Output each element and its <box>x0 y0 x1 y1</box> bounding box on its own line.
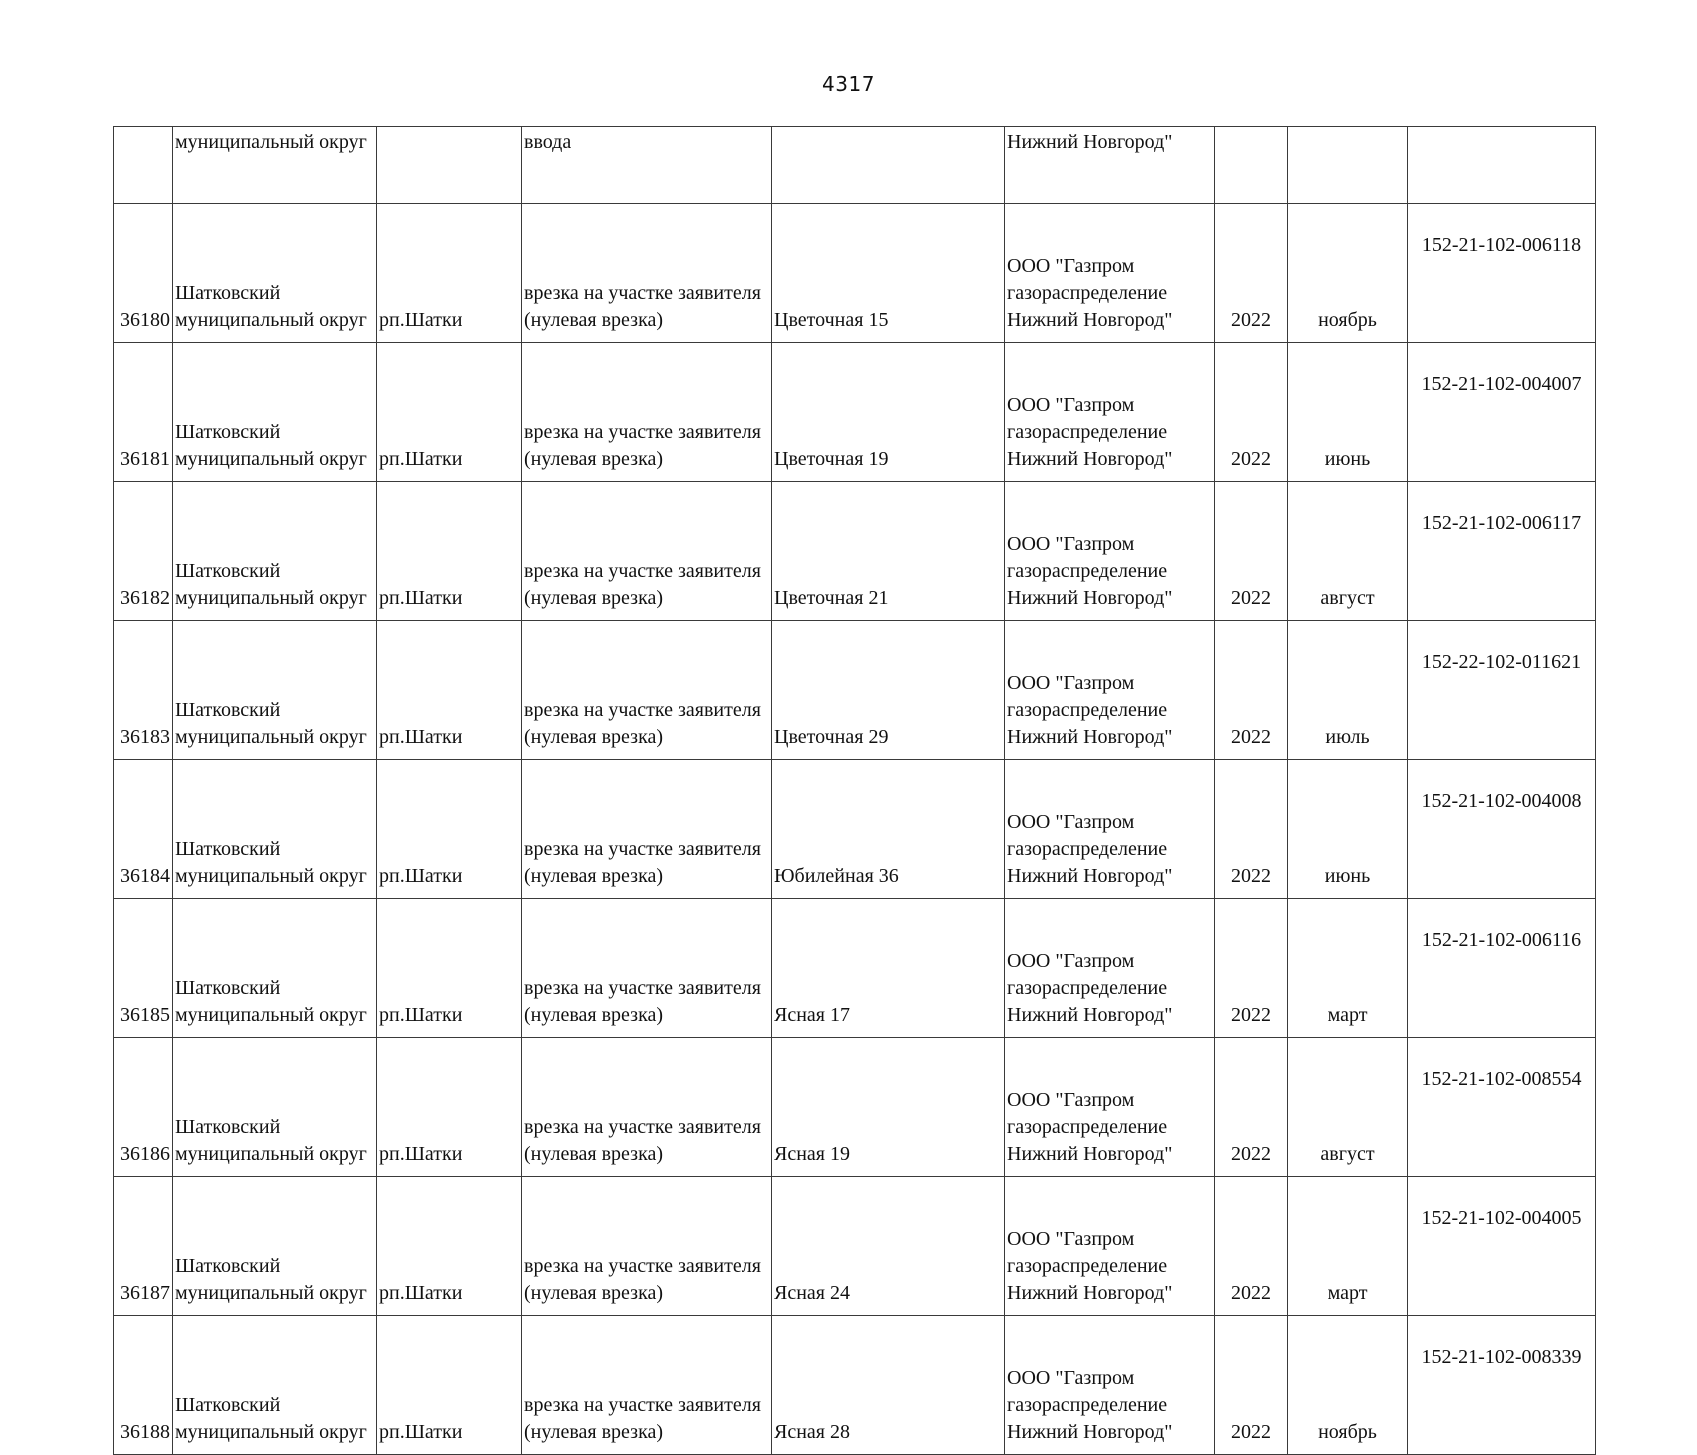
cell-organization <box>1005 1316 1215 1455</box>
address-text: Ясная 17 <box>774 1004 850 1026</box>
row-number: 36180 <box>120 309 170 331</box>
org-line-2: газораспределение <box>1007 1394 1168 1416</box>
cell-application-code <box>1408 1038 1596 1177</box>
org-line-1: ООО "Газпром <box>1007 1089 1135 1111</box>
org-line-2: газораспределение <box>1007 421 1168 443</box>
connection-line-2: (нулевая врезка) <box>524 1143 664 1165</box>
connection-line-1: врезка на участке заявителя <box>524 977 761 999</box>
address-text: Цветочная 19 <box>774 448 889 470</box>
cell-district <box>173 343 377 482</box>
cell-number <box>114 760 173 899</box>
cell-application-code <box>1408 1316 1596 1455</box>
org-line-3: Нижний Новгород" <box>1007 865 1173 887</box>
cell-number <box>114 899 173 1038</box>
application-code-text: 152-21-102-006117 <box>1421 512 1582 534</box>
district-line-1: Шатковский <box>175 1116 281 1138</box>
cell-month <box>1288 899 1408 1038</box>
cell-locality <box>377 1177 522 1316</box>
cell-locality <box>377 1316 522 1455</box>
connection-line-2: (нулевая врезка) <box>524 865 664 887</box>
cell-district <box>173 482 377 621</box>
cell-address <box>772 1177 1005 1316</box>
cell-connection-type <box>522 1177 772 1316</box>
cell-locality <box>377 482 522 621</box>
cell-month <box>1288 621 1408 760</box>
address-text: Юбилейная 36 <box>774 865 899 887</box>
application-code-text: 152-21-102-004005 <box>1421 1207 1582 1229</box>
row-number: 36181 <box>120 448 170 470</box>
cell-address <box>772 1316 1005 1455</box>
cell-year <box>1215 343 1288 482</box>
org-line-3: Нижний Новгород" <box>1007 309 1173 331</box>
cell-address <box>772 482 1005 621</box>
address-text: Ясная 28 <box>774 1421 850 1443</box>
month-text: ноябрь <box>1318 1421 1377 1443</box>
cell-connection-type <box>522 760 772 899</box>
cell-address <box>772 621 1005 760</box>
cell-month <box>1288 1316 1408 1455</box>
row-number: 36188 <box>120 1421 170 1443</box>
cell-address <box>772 760 1005 899</box>
cell-organization <box>1005 204 1215 343</box>
table-row <box>114 1038 1596 1177</box>
cell-month <box>1288 343 1408 482</box>
table-row <box>114 343 1596 482</box>
year-text: 2022 <box>1231 865 1271 887</box>
application-code-text: 152-21-102-006116 <box>1421 929 1582 951</box>
month-text: август <box>1320 1143 1375 1165</box>
cell-organization <box>1005 621 1215 760</box>
locality-text: рп.Шатки <box>379 865 463 887</box>
table-body <box>114 127 1596 1455</box>
cell-connection-type <box>522 1038 772 1177</box>
connection-line-2: (нулевая врезка) <box>524 1282 664 1304</box>
cell-application-code <box>1408 899 1596 1038</box>
cell-connection-type <box>522 621 772 760</box>
row-number: 36183 <box>120 726 170 748</box>
cell-organization <box>1005 1038 1215 1177</box>
application-code-text: 152-21-102-004007 <box>1421 373 1582 395</box>
connection-line-2: (нулевая врезка) <box>524 309 664 331</box>
org-line-3: Нижний Новгород" <box>1007 587 1173 609</box>
cell-month <box>1288 1177 1408 1316</box>
cell-organization: Нижний Новгород" <box>1005 127 1215 204</box>
district-line-2: муниципальный округ <box>175 1143 367 1165</box>
org-line-3: Нижний Новгород" <box>1007 448 1173 470</box>
table-row <box>114 760 1596 899</box>
cell-locality <box>377 127 522 204</box>
locality-text: рп.Шатки <box>379 309 463 331</box>
connection-line-2: (нулевая врезка) <box>524 1004 664 1026</box>
cell-district <box>173 621 377 760</box>
cell-organization <box>1005 343 1215 482</box>
table-row <box>114 1177 1596 1316</box>
cell-district <box>173 899 377 1038</box>
cell-address <box>772 899 1005 1038</box>
cell-locality <box>377 621 522 760</box>
connection-line-2: (нулевая врезка) <box>524 1421 664 1443</box>
connection-line-1: врезка на участке заявителя <box>524 560 761 582</box>
continuation-row <box>114 127 1596 204</box>
district-line-2: муниципальный округ <box>175 726 367 748</box>
cell-connection-type <box>522 1316 772 1455</box>
cell-locality <box>377 1038 522 1177</box>
application-code-text: 152-21-102-004008 <box>1421 790 1582 812</box>
year-text: 2022 <box>1231 448 1271 470</box>
cell-connection-type: ввода <box>522 127 772 204</box>
org-line-1: ООО "Газпром <box>1007 1367 1135 1389</box>
connection-line-1: врезка на участке заявителя <box>524 421 761 443</box>
cell-month <box>1288 760 1408 899</box>
connection-line-1: врезка на участке заявителя <box>524 1394 761 1416</box>
month-text: июнь <box>1324 865 1371 887</box>
cell-address <box>772 204 1005 343</box>
org-line-2: газораспределение <box>1007 838 1168 860</box>
cell-month <box>1288 1038 1408 1177</box>
month-text: март <box>1327 1282 1368 1304</box>
district-line-1: Шатковский <box>175 699 281 721</box>
cell-district <box>173 760 377 899</box>
org-line-1: ООО "Газпром <box>1007 950 1135 972</box>
cell-year <box>1215 482 1288 621</box>
cell-address <box>772 1038 1005 1177</box>
cell-year <box>1215 899 1288 1038</box>
address-text: Цветочная 21 <box>774 587 889 609</box>
district-line-1: Шатковский <box>175 282 281 304</box>
cell-locality <box>377 343 522 482</box>
org-line-1: ООО "Газпром <box>1007 533 1135 555</box>
table-row <box>114 482 1596 621</box>
cell-locality <box>377 899 522 1038</box>
district-line-2: муниципальный округ <box>175 865 367 887</box>
address-text: Цветочная 15 <box>774 309 889 331</box>
connection-line-1: врезка на участке заявителя <box>524 699 761 721</box>
cell-number <box>114 1038 173 1177</box>
org-line-2: газораспределение <box>1007 1255 1168 1277</box>
month-text: март <box>1327 1004 1368 1026</box>
district-line-1: Шатковский <box>175 1394 281 1416</box>
cell-organization <box>1005 760 1215 899</box>
cell-connection-type <box>522 899 772 1038</box>
locality-text: рп.Шатки <box>379 726 463 748</box>
cell-month <box>1288 204 1408 343</box>
cell-district: муниципальный округ <box>173 127 377 204</box>
year-text: 2022 <box>1231 1421 1271 1443</box>
cell-number <box>114 1316 173 1455</box>
cell-year <box>1215 760 1288 899</box>
cell-application-code <box>1408 760 1596 899</box>
year-text: 2022 <box>1231 309 1271 331</box>
row-number: 36187 <box>120 1282 170 1304</box>
address-text: Цветочная 29 <box>774 726 889 748</box>
cell-connection-type <box>522 343 772 482</box>
cell-connection-type <box>522 482 772 621</box>
locality-text: рп.Шатки <box>379 587 463 609</box>
row-number: 36182 <box>120 587 170 609</box>
year-text: 2022 <box>1231 1004 1271 1026</box>
org-line-3: Нижний Новгород" <box>1007 1421 1173 1443</box>
cell-application-code <box>1408 343 1596 482</box>
month-text: июль <box>1325 726 1370 748</box>
district-line-1: Шатковский <box>175 977 281 999</box>
cell-locality <box>377 760 522 899</box>
cell-number <box>114 204 173 343</box>
connection-line-2: (нулевая врезка) <box>524 726 664 748</box>
year-text: 2022 <box>1231 587 1271 609</box>
connection-line-1: врезка на участке заявителя <box>524 1116 761 1138</box>
year-text: 2022 <box>1231 1143 1271 1165</box>
cell-district <box>173 204 377 343</box>
row-number: 36185 <box>120 1004 170 1026</box>
cell-organization <box>1005 482 1215 621</box>
org-line-3: Нижний Новгород" <box>1007 726 1173 748</box>
row-number: 36184 <box>120 865 170 887</box>
org-line-1: ООО "Газпром <box>1007 1228 1135 1250</box>
org-line-2: газораспределение <box>1007 282 1168 304</box>
application-code-text: 152-22-102-011621 <box>1421 651 1582 673</box>
org-line-1: ООО "Газпром <box>1007 255 1135 277</box>
cell-district <box>173 1038 377 1177</box>
table-row <box>114 899 1596 1038</box>
district-line-2: муниципальный округ <box>175 1004 367 1026</box>
cell-month <box>1288 127 1408 204</box>
locality-text: рп.Шатки <box>379 448 463 470</box>
cell-address <box>772 343 1005 482</box>
cell-locality <box>377 204 522 343</box>
cell-year <box>1215 621 1288 760</box>
district-line-1: Шатковский <box>175 560 281 582</box>
cell-number <box>114 343 173 482</box>
org-line-2: газораспределение <box>1007 699 1168 721</box>
cell-number <box>114 621 173 760</box>
row-number: 36186 <box>120 1143 170 1165</box>
cell-month <box>1288 482 1408 621</box>
application-code-text: 152-21-102-008554 <box>1421 1068 1582 1090</box>
district-line-1: Шатковский <box>175 838 281 860</box>
cell-year <box>1215 1177 1288 1316</box>
cell-number <box>114 127 173 204</box>
cell-application-code <box>1408 1177 1596 1316</box>
connection-line-2: (нулевая врезка) <box>524 448 664 470</box>
org-line-2: газораспределение <box>1007 1116 1168 1138</box>
district-line-1: Шатковский <box>175 421 281 443</box>
cell-year <box>1215 127 1288 204</box>
org-line-3: Нижний Новгород" <box>1007 1004 1173 1026</box>
month-text: август <box>1320 587 1375 609</box>
application-code-text: 152-21-102-008339 <box>1421 1346 1582 1368</box>
page-number: 4317 <box>822 72 875 96</box>
table-row <box>114 621 1596 760</box>
table-row <box>114 1316 1596 1455</box>
district-line-1: Шатковский <box>175 1255 281 1277</box>
cell-application-code <box>1408 204 1596 343</box>
cell-application-code <box>1408 621 1596 760</box>
district-line-2: муниципальный округ <box>175 1421 367 1443</box>
year-text: 2022 <box>1231 726 1271 748</box>
district-line-2: муниципальный округ <box>175 587 367 609</box>
application-code-text: 152-21-102-006118 <box>1421 234 1582 256</box>
cell-connection-type <box>522 204 772 343</box>
connection-line-1: врезка на участке заявителя <box>524 838 761 860</box>
district-line-2: муниципальный округ <box>175 448 367 470</box>
cell-number <box>114 482 173 621</box>
cell-address <box>772 127 1005 204</box>
locality-text: рп.Шатки <box>379 1282 463 1304</box>
gasification-register-table <box>113 126 1596 1455</box>
cell-district <box>173 1177 377 1316</box>
org-line-3: Нижний Новгород" <box>1007 1143 1173 1165</box>
cell-number <box>114 1177 173 1316</box>
connection-line-2: (нулевая врезка) <box>524 587 664 609</box>
month-text: июнь <box>1324 448 1371 470</box>
cell-year <box>1215 1038 1288 1177</box>
org-line-2: газораспределение <box>1007 977 1168 999</box>
org-line-1: ООО "Газпром <box>1007 394 1135 416</box>
locality-text: рп.Шатки <box>379 1143 463 1165</box>
org-line-3: Нижний Новгород" <box>1007 1282 1173 1304</box>
locality-text: рп.Шатки <box>379 1421 463 1443</box>
year-text: 2022 <box>1231 1282 1271 1304</box>
cell-organization <box>1005 1177 1215 1316</box>
address-text: Ясная 19 <box>774 1143 850 1165</box>
cell-year <box>1215 1316 1288 1455</box>
connection-line-1: врезка на участке заявителя <box>524 1255 761 1277</box>
month-text: ноябрь <box>1318 309 1377 331</box>
district-line-2: муниципальный округ <box>175 309 367 331</box>
cell-application-code <box>1408 127 1596 204</box>
district-line-2: муниципальный округ <box>175 1282 367 1304</box>
locality-text: рп.Шатки <box>379 1004 463 1026</box>
cell-organization <box>1005 899 1215 1038</box>
connection-line-1: врезка на участке заявителя <box>524 282 761 304</box>
address-text: Ясная 24 <box>774 1282 850 1304</box>
org-line-1: ООО "Газпром <box>1007 811 1135 833</box>
table-row <box>114 204 1596 343</box>
org-line-2: газораспределение <box>1007 560 1168 582</box>
org-line-1: ООО "Газпром <box>1007 672 1135 694</box>
cell-year <box>1215 204 1288 343</box>
cell-application-code <box>1408 482 1596 621</box>
cell-district <box>173 1316 377 1455</box>
